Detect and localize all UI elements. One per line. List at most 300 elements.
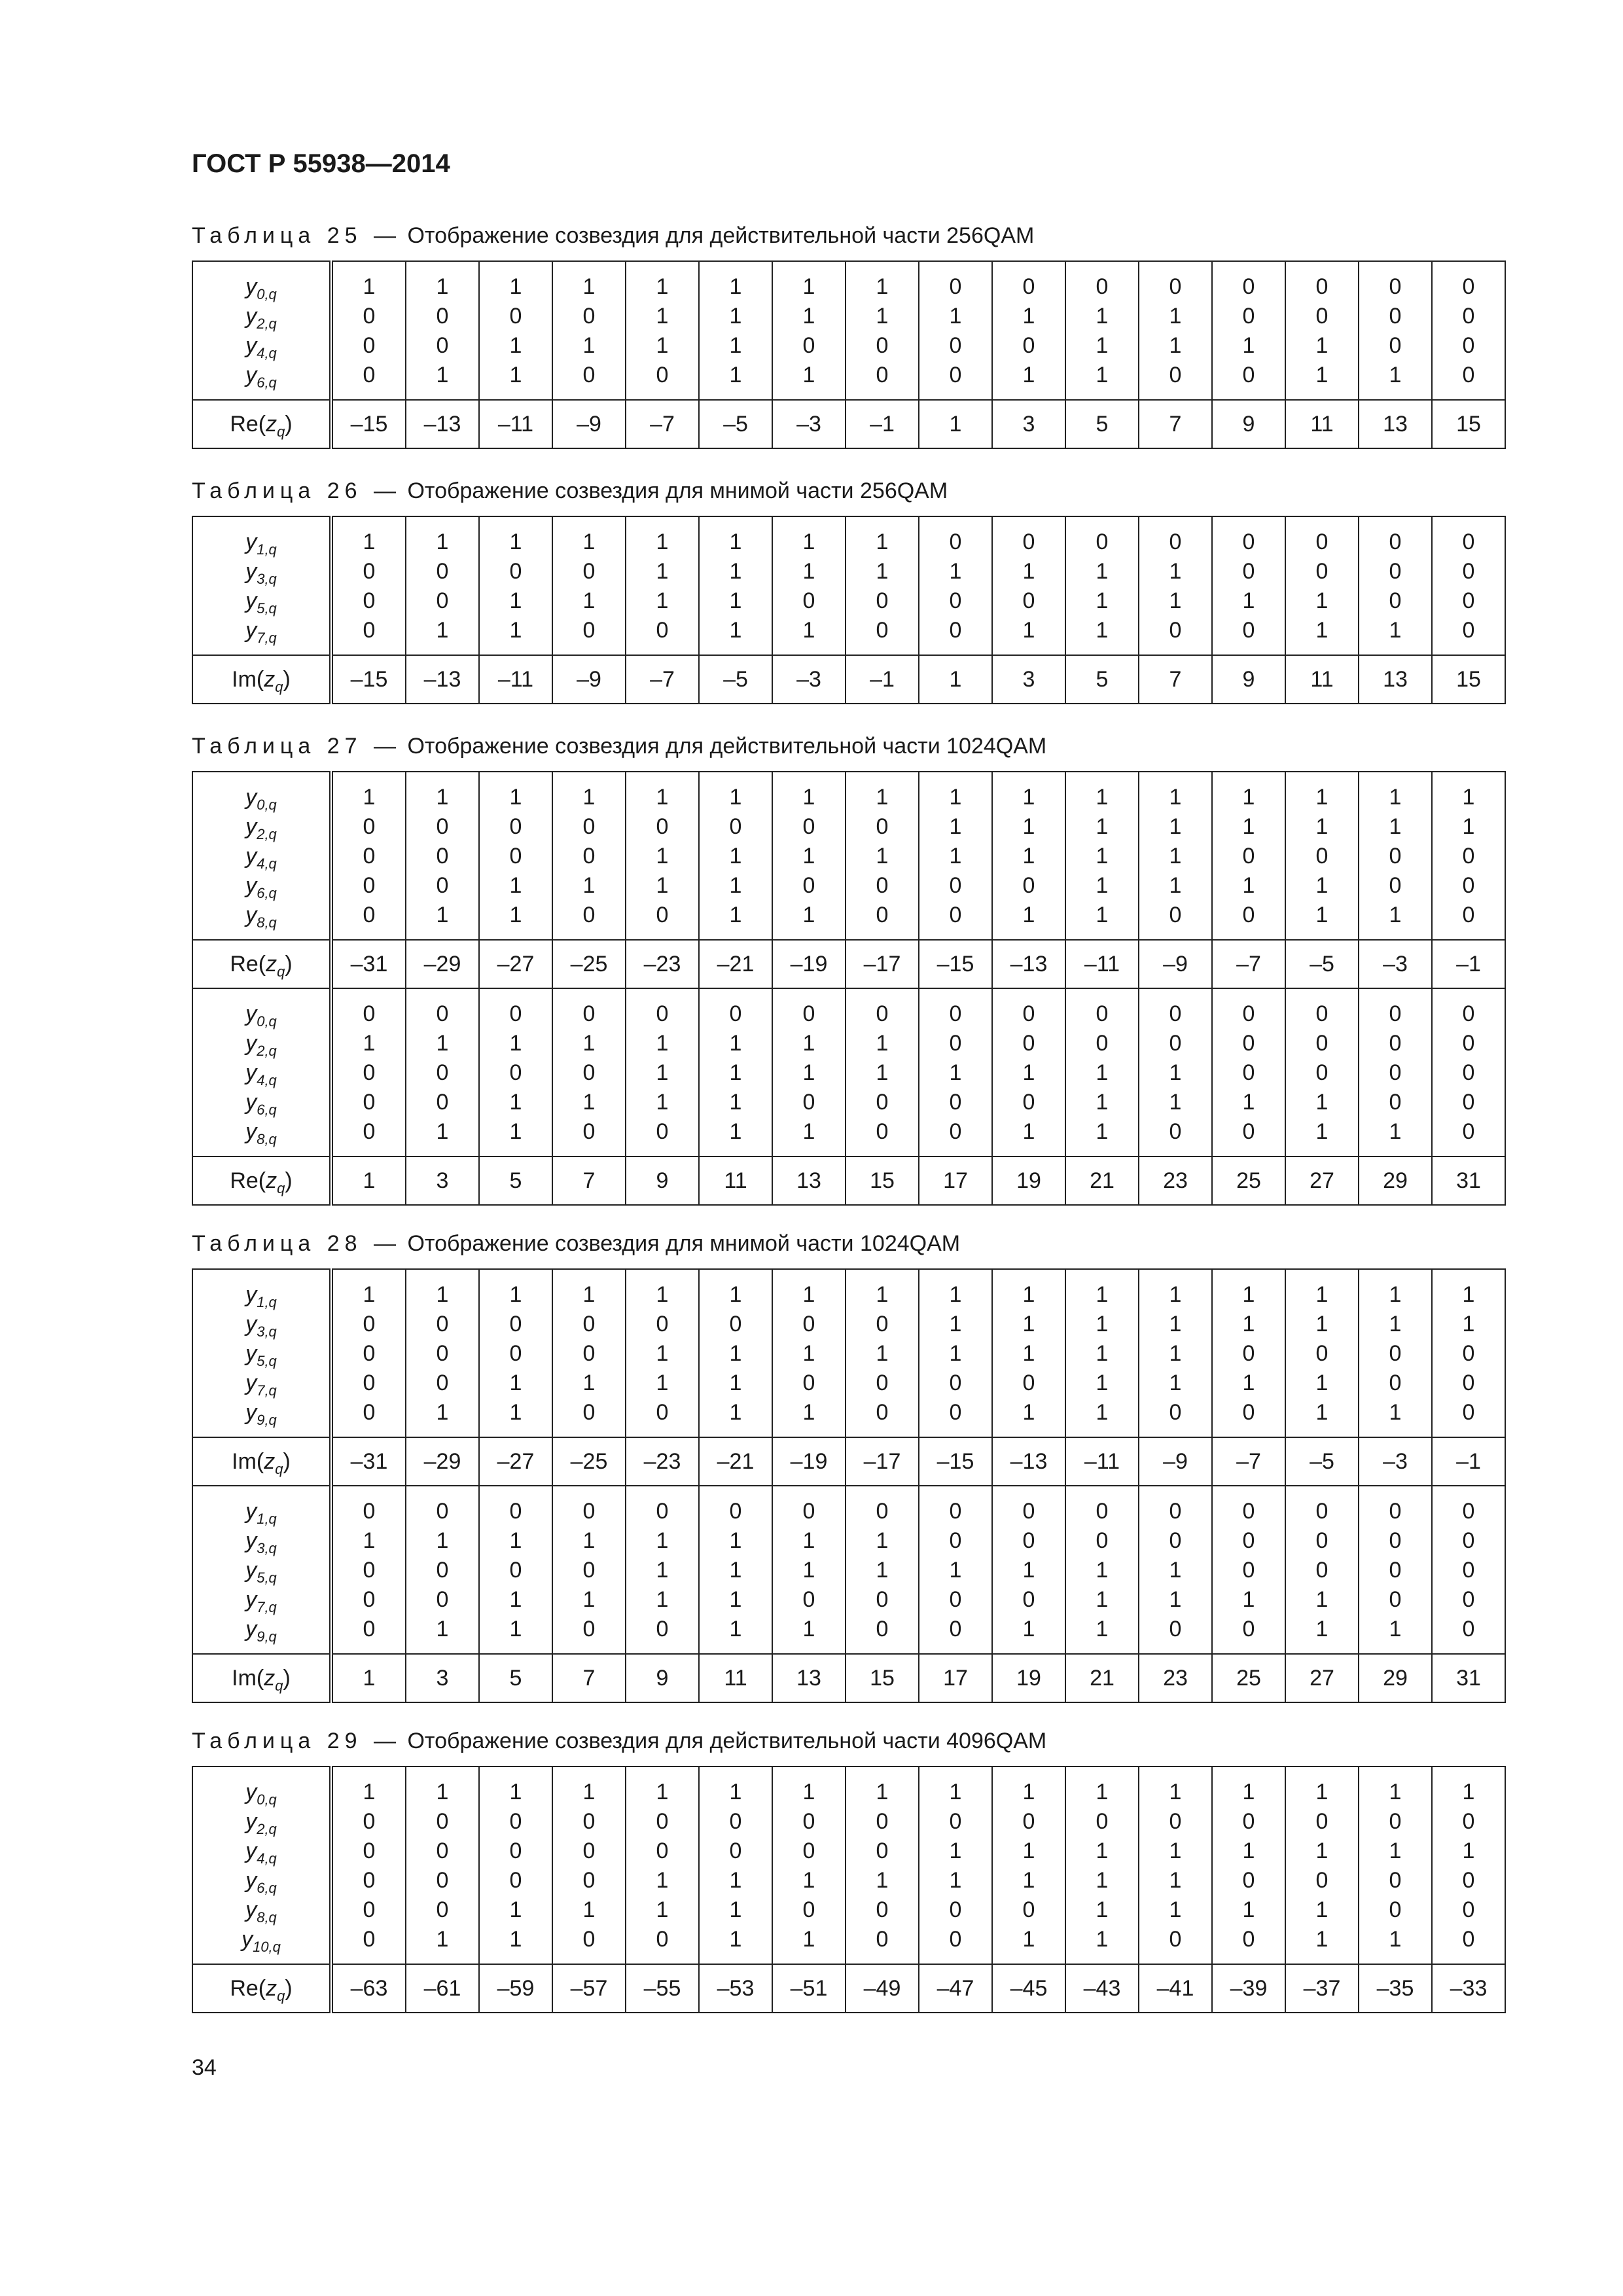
bit-digit: 1 (1022, 559, 1035, 584)
bit-digit: 0 (363, 1499, 376, 1524)
value-cell: –27 (479, 1437, 552, 1486)
bit-digit: 0 (729, 1499, 742, 1524)
bit-digit: 0 (363, 1927, 376, 1952)
bit-digit: 0 (1169, 903, 1182, 927)
bit-digit: 0 (1242, 1001, 1255, 1026)
bit-label-symbol: y (245, 1400, 257, 1425)
bit-label (193, 1807, 329, 1837)
value-cell: –3 (1359, 940, 1432, 988)
bit-digit: 0 (509, 1060, 522, 1085)
bit-digit: 1 (1022, 844, 1035, 869)
value-cell: 13 (1359, 655, 1432, 704)
bit-digit: 0 (656, 1499, 669, 1524)
bit-digit: 0 (949, 618, 962, 643)
bit-digit: 1 (949, 1282, 962, 1307)
bit-label-symbol: y (245, 1090, 257, 1115)
value-cell: –31 (331, 940, 406, 988)
bits-cell (992, 988, 1065, 1157)
bit-digit: 0 (656, 363, 669, 387)
bit-digit: 1 (1096, 1587, 1109, 1612)
bit-digit: 0 (1389, 844, 1402, 869)
table-caption (192, 1727, 1494, 1755)
bit-digit: 1 (1022, 814, 1035, 839)
table-caption (192, 732, 1494, 761)
value-cell: –37 (1285, 1964, 1359, 2013)
bit-label-symbol: y (245, 1312, 257, 1336)
bit-digit: 1 (1022, 618, 1035, 643)
bit-label (193, 616, 329, 645)
bit-digit: 0 (582, 304, 596, 329)
bit-digit: 1 (802, 1060, 815, 1085)
bit-digit: 0 (582, 1001, 596, 1026)
bits-cell (406, 516, 479, 655)
bits-cell (846, 1767, 919, 1964)
bit-digit: 0 (1242, 274, 1255, 299)
value-cell: 27 (1285, 1157, 1359, 1205)
bit-digit: 1 (1389, 1119, 1402, 1144)
constellation-table (192, 516, 1506, 704)
table-caption-text: Отображение созвездия для мнимой части 256QAM (401, 478, 948, 503)
bit-digit: 0 (949, 903, 962, 927)
bit-digit: 1 (1242, 814, 1255, 839)
value-cell: 17 (919, 1654, 992, 1702)
value-cell: 11 (1285, 655, 1359, 704)
bit-digit: 1 (1242, 1090, 1255, 1115)
bit-digit: 1 (802, 903, 815, 927)
bit-labels-cell (192, 1269, 331, 1437)
bit-digit: 0 (1242, 1617, 1255, 1641)
bit-digit: 1 (729, 1927, 742, 1952)
bit-digit: 1 (802, 274, 815, 299)
bit-digit: 0 (1169, 1031, 1182, 1056)
bits-cell (772, 1767, 846, 1964)
bit-label (193, 1615, 329, 1644)
bit-digit: 0 (582, 1119, 596, 1144)
bit-digit: 0 (876, 1809, 889, 1834)
bit-digit: 0 (436, 1090, 449, 1115)
bit-digit: 0 (363, 304, 376, 329)
bit-digit: 1 (1315, 618, 1329, 643)
bit-digit: 1 (1169, 559, 1182, 584)
bit-digit: 0 (876, 903, 889, 927)
bits-cell (331, 1269, 406, 1437)
bit-digit: 1 (582, 274, 596, 299)
bit-digit: 1 (1096, 1400, 1109, 1425)
page-number: 34 (192, 2055, 217, 2080)
bit-digit: 0 (1315, 1031, 1329, 1056)
bit-digit: 1 (656, 559, 669, 584)
bit-digit: 1 (1169, 1371, 1182, 1395)
value-cell: –11 (1065, 1437, 1139, 1486)
bit-digit: 0 (1462, 1897, 1475, 1922)
bit-label (193, 1526, 329, 1556)
bit-digit: 0 (656, 618, 669, 643)
bit-digit: 0 (1242, 1499, 1255, 1524)
bit-digit: 1 (1096, 618, 1109, 643)
bits-cell (772, 1269, 846, 1437)
bit-label-subscript: 10,q (253, 1939, 281, 1955)
bit-digit: 0 (1169, 1119, 1182, 1144)
bit-digit: 1 (729, 1282, 742, 1307)
table-caption-label: Таблица 26 — (192, 478, 402, 503)
bit-digit: 1 (1096, 1868, 1109, 1893)
bit-digit: 0 (1242, 1031, 1255, 1056)
value-cell: 9 (626, 1157, 699, 1205)
bit-digit: 1 (656, 1060, 669, 1085)
constellation-table (192, 1766, 1506, 2013)
bit-digit: 1 (656, 274, 669, 299)
bits-cell (406, 1269, 479, 1437)
bit-digit: 1 (1022, 363, 1035, 387)
bit-digit: 0 (363, 559, 376, 584)
bit-digit: 0 (363, 1558, 376, 1583)
bit-digit: 0 (949, 1090, 962, 1115)
bit-digit: 0 (363, 1090, 376, 1115)
value-cell: –3 (772, 400, 846, 448)
value-label-cell (192, 1654, 331, 1702)
bit-digit: 0 (1022, 1897, 1035, 1922)
bit-label-symbol: y (245, 1839, 257, 1863)
bit-label (193, 1866, 329, 1895)
value-cell: –29 (406, 1437, 479, 1486)
value-label-prefix: Re( (230, 1168, 266, 1193)
bit-digit: 1 (729, 1371, 742, 1395)
bit-label-symbol: y (245, 1617, 257, 1641)
bit-label-subscript: 1,q (257, 1511, 277, 1527)
bit-digit: 0 (1022, 274, 1035, 299)
bit-digit: 0 (949, 363, 962, 387)
value-cell: –13 (992, 940, 1065, 988)
bit-digit: 0 (949, 1499, 962, 1524)
bit-digit: 0 (656, 1400, 669, 1425)
bit-digit: 1 (1242, 1282, 1255, 1307)
bit-digit: 0 (1315, 529, 1329, 554)
value-cell: –63 (331, 1964, 406, 2013)
bit-digit: 1 (509, 903, 522, 927)
bits-cell (772, 772, 846, 940)
bit-digit: 1 (1315, 1780, 1329, 1804)
bit-digit: 1 (1022, 1060, 1035, 1085)
bit-digit: 1 (509, 1119, 522, 1144)
bit-digit: 0 (1315, 1868, 1329, 1893)
bit-digit: 0 (1022, 1090, 1035, 1115)
bit-digit: 1 (1022, 1839, 1035, 1863)
bit-digit: 1 (1096, 1558, 1109, 1583)
bit-label-subscript: 0,q (257, 797, 277, 813)
bit-digit: 1 (802, 1341, 815, 1366)
value-cell: –19 (772, 1437, 846, 1486)
bits-cell (1432, 516, 1505, 655)
bit-digit: 1 (876, 1341, 889, 1366)
bit-digit: 1 (1169, 1282, 1182, 1307)
bit-digit: 0 (436, 1839, 449, 1863)
bit-digit: 1 (949, 1558, 962, 1583)
bit-digit: 1 (949, 785, 962, 810)
bit-digit: 0 (1242, 1927, 1255, 1952)
bit-label (193, 1117, 329, 1147)
bit-label-subscript: 5,q (257, 1570, 277, 1586)
bit-digit: 1 (1022, 1868, 1035, 1893)
bit-digit: 0 (1169, 1809, 1182, 1834)
bit-digit: 0 (436, 1897, 449, 1922)
value-cell: –7 (1212, 940, 1285, 988)
bit-label (193, 361, 329, 390)
bit-digit: 1 (876, 304, 889, 329)
value-cell: –45 (992, 1964, 1065, 2013)
bits-cell (626, 1767, 699, 1964)
value-cell: 1 (919, 655, 992, 704)
value-cell: –21 (699, 1437, 772, 1486)
bit-label (193, 272, 329, 302)
bit-label-symbol: y (245, 903, 257, 927)
bit-digit: 1 (509, 1780, 522, 1804)
bit-digit: 0 (509, 1312, 522, 1336)
bits-cell (406, 988, 479, 1157)
bit-digit: 1 (1315, 1119, 1329, 1144)
bit-digit: 0 (1022, 1499, 1035, 1524)
value-cell: –7 (1212, 1437, 1285, 1486)
bit-digit: 1 (509, 1282, 522, 1307)
bits-cell (846, 1269, 919, 1437)
bit-digit: 0 (949, 1119, 962, 1144)
bit-digit: 0 (1389, 1868, 1402, 1893)
bit-digit: 1 (582, 1371, 596, 1395)
bits-cell (699, 261, 772, 400)
bit-digit: 0 (1096, 1499, 1109, 1524)
bit-labels-cell (192, 772, 331, 940)
value-cell: –57 (552, 1964, 626, 2013)
table-caption-label: Таблица 25 — (192, 223, 402, 248)
bit-digit: 0 (1315, 1528, 1329, 1553)
bit-digit: 1 (1315, 1282, 1329, 1307)
bit-digit: 0 (656, 903, 669, 927)
bit-digit: 1 (729, 1617, 742, 1641)
bit-digit: 1 (729, 1558, 742, 1583)
value-label-variable: z (264, 1665, 276, 1691)
bit-digit: 0 (1096, 1031, 1109, 1056)
value-row (192, 1157, 1505, 1205)
value-row (192, 1437, 1505, 1486)
bit-digit: 1 (509, 1371, 522, 1395)
bit-digit: 0 (582, 1499, 596, 1524)
bit-label-subscript: 2,q (257, 1043, 277, 1059)
bit-label (193, 783, 329, 812)
bit-digit: 1 (802, 363, 815, 387)
bit-digit: 1 (436, 1780, 449, 1804)
bit-digit: 0 (582, 1868, 596, 1893)
value-cell: –9 (1139, 1437, 1212, 1486)
bit-digit: 1 (1022, 1400, 1035, 1425)
bit-digit: 0 (949, 1927, 962, 1952)
value-cell: –39 (1212, 1964, 1285, 2013)
bits-cell (1065, 1767, 1139, 1964)
bit-digit: 1 (729, 844, 742, 869)
bit-digit: 1 (582, 1031, 596, 1056)
bits-cell (919, 261, 992, 400)
bit-digit: 1 (876, 1868, 889, 1893)
bit-digit: 1 (1096, 1119, 1109, 1144)
bit-digit: 1 (1169, 1090, 1182, 1115)
constellation-table (192, 260, 1506, 449)
bit-digit: 1 (582, 1528, 596, 1553)
bit-digit: 0 (509, 814, 522, 839)
bit-digit: 0 (1462, 1868, 1475, 1893)
bits-cell (406, 1767, 479, 1964)
bit-digit: 0 (1169, 274, 1182, 299)
bits-cell (331, 772, 406, 940)
bit-digit: 1 (1462, 1780, 1475, 1804)
bits-cell (699, 1767, 772, 1964)
bit-digit: 0 (1315, 274, 1329, 299)
bit-digit: 0 (656, 1001, 669, 1026)
bits-cell (846, 516, 919, 655)
bit-digit: 1 (1389, 1617, 1402, 1641)
bit-label-symbol: y (245, 1060, 257, 1085)
value-label-subscript: q (277, 1987, 285, 2004)
bit-digit: 0 (363, 1001, 376, 1026)
bit-digit: 1 (656, 1780, 669, 1804)
value-cell: –7 (626, 400, 699, 448)
value-cell: 3 (406, 1654, 479, 1702)
bits-cell (699, 772, 772, 940)
bit-digit: 0 (1242, 1528, 1255, 1553)
bit-digit: 1 (1462, 785, 1475, 810)
bit-digit: 0 (1462, 529, 1475, 554)
bit-label-symbol: y (245, 844, 257, 869)
value-label-prefix: Re( (230, 411, 266, 437)
value-cell: 5 (1065, 400, 1139, 448)
value-row (192, 1654, 1505, 1702)
bits-cell (919, 772, 992, 940)
bit-digit: 1 (1169, 333, 1182, 358)
bit-digit: 0 (802, 1809, 815, 1834)
bit-digit: 0 (1096, 1809, 1109, 1834)
bit-digit: 0 (1389, 1809, 1402, 1834)
bit-digit: 1 (802, 844, 815, 869)
bits-cell (1065, 988, 1139, 1157)
bits-cell (846, 1486, 919, 1654)
bits-cell (1432, 1269, 1505, 1437)
bits-cell (1285, 261, 1359, 400)
value-cell: 19 (992, 1654, 1065, 1702)
bits-cell (699, 516, 772, 655)
bit-digit: 0 (802, 333, 815, 358)
value-cell: 15 (846, 1157, 919, 1205)
bit-digit: 0 (509, 559, 522, 584)
bit-digit: 1 (1315, 814, 1329, 839)
bit-digit: 1 (1315, 1839, 1329, 1863)
bit-label (193, 999, 329, 1029)
bit-digit: 1 (729, 1119, 742, 1144)
bit-digit: 1 (729, 559, 742, 584)
bit-label-subscript: 8,q (257, 1131, 277, 1147)
bit-digit: 0 (802, 873, 815, 898)
bits-cell (919, 516, 992, 655)
bit-digit: 0 (1462, 618, 1475, 643)
bit-digit: 0 (1022, 1809, 1035, 1834)
bit-digit: 0 (1242, 1060, 1255, 1085)
bit-digit: 0 (509, 1839, 522, 1863)
value-cell: –13 (992, 1437, 1065, 1486)
bits-cell (919, 1486, 992, 1654)
bit-label-subscript: 8,q (257, 914, 277, 931)
bit-digit: 0 (656, 1927, 669, 1952)
bit-label (193, 1339, 329, 1369)
bit-digit: 0 (1462, 1119, 1475, 1144)
bit-digit: 1 (363, 1282, 376, 1307)
bit-digit: 0 (876, 1312, 889, 1336)
bit-label (193, 1369, 329, 1398)
constellation-table (192, 1268, 1506, 1703)
bit-digit: 0 (582, 1809, 596, 1834)
bit-digit: 0 (436, 333, 449, 358)
bit-digit: 1 (949, 1780, 962, 1804)
bit-digit: 0 (509, 1001, 522, 1026)
bit-digit: 1 (1096, 1839, 1109, 1863)
bit-label-subscript: 4,q (257, 345, 277, 361)
bit-label (193, 1585, 329, 1615)
value-label-variable: z (264, 1448, 276, 1474)
bit-digit: 1 (949, 1839, 962, 1863)
bit-digit: 0 (802, 1090, 815, 1115)
bit-label-subscript: 4,q (257, 1850, 277, 1867)
value-label-variable: z (266, 951, 277, 977)
bit-digit: 0 (363, 1868, 376, 1893)
bit-digit: 1 (656, 1587, 669, 1612)
table-caption-text: Отображение созвездия для действительной части 4096QAM (401, 1729, 1047, 1753)
bit-digit: 1 (509, 1400, 522, 1425)
value-cell: 21 (1065, 1157, 1139, 1205)
value-label-suffix: ) (283, 666, 291, 692)
bits-cell (1212, 516, 1285, 655)
bit-digit: 0 (656, 1617, 669, 1641)
bit-digit: 0 (802, 1001, 815, 1026)
value-label-cell (192, 1157, 331, 1205)
bit-digit: 1 (509, 363, 522, 387)
bit-digit: 1 (509, 1617, 522, 1641)
bit-digit: 0 (1462, 274, 1475, 299)
bit-digit: 0 (1169, 1528, 1182, 1553)
value-cell: 1 (331, 1654, 406, 1702)
bit-digit: 0 (363, 588, 376, 613)
bit-digit: 1 (436, 363, 449, 387)
bit-label (193, 1029, 329, 1058)
bit-digit: 1 (1096, 1341, 1109, 1366)
bits-row (192, 261, 1505, 400)
bits-cell (1065, 516, 1139, 655)
value-label-cell (192, 1964, 331, 2013)
table-caption-text: Отображение созвездия для мнимой части 1024QAM (401, 1231, 961, 1256)
bit-digit: 0 (1242, 903, 1255, 927)
bit-digit: 0 (1315, 1341, 1329, 1366)
bit-digit: 0 (436, 1312, 449, 1336)
value-cell: –13 (406, 400, 479, 448)
bit-digit: 0 (876, 1897, 889, 1922)
value-cell: 31 (1432, 1157, 1505, 1205)
bit-digit: 0 (1389, 1587, 1402, 1612)
bits-cell (626, 772, 699, 940)
bit-digit: 1 (1096, 559, 1109, 584)
bit-digit: 0 (1242, 559, 1255, 584)
table-caption (192, 221, 1494, 250)
bit-label (193, 1088, 329, 1117)
bit-label-symbol: y (245, 814, 257, 839)
bit-digit: 1 (1169, 1868, 1182, 1893)
bit-label-symbol: y (245, 1499, 257, 1524)
bit-label-subscript: 0,q (257, 1013, 277, 1030)
bit-digit: 0 (1389, 1528, 1402, 1553)
bit-digit: 1 (1169, 814, 1182, 839)
